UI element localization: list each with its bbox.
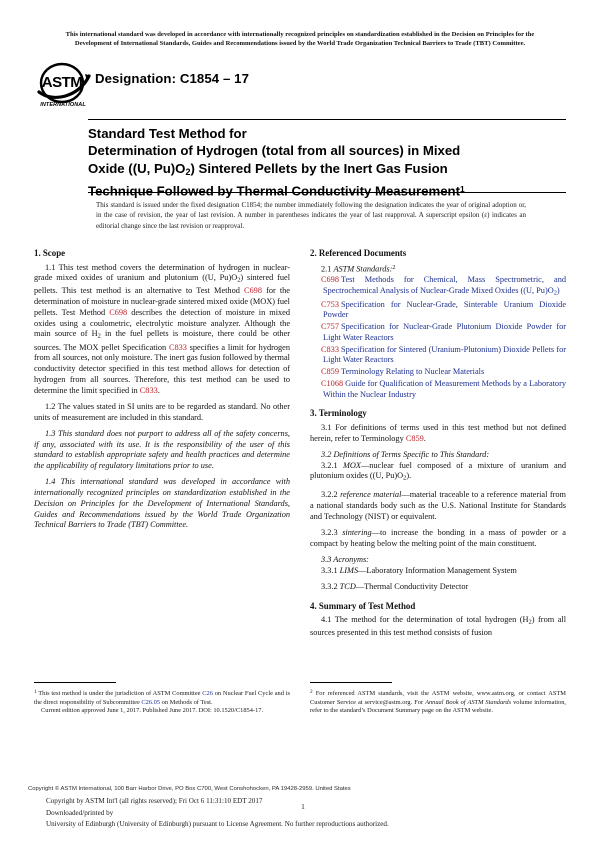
ref-link-c833-a[interactable]: C833	[168, 342, 187, 352]
paragraph-1-2: 1.2 The values stated in SI units are to be regarded as standard. No other units of measurement are included in this standard.	[34, 401, 290, 422]
paragraph-1-1: 1.1 This test method covers the determination of hydrogen in nuclear-grade mixed oxides of uranium and plutonium ((U, $Pu)O_2$) sintered fuel pellets. This test method is an alternative to Test Method C698 for the determination of moisture in nuclear-grade sintered mixed oxide (MOX) fuel pellets. Test Method C698 describes the detection of moisture in mixed oxides using a coulometric, electrolytic moisture analyzer. Although the main source of $H_2$ in the fuel pellets is moisture, there could be other sources. The MOX pellet Specification C833 specifies a limit for hydrogen from all sources, not only moisture. The inert gas fusion followed by thermal conductivity detector specified in this test method allows for detection of hydrogen from all sources. Therefore, this test method can be used to determine the limit specified in C833.	[34, 262, 291, 395]
paragraph-3-2-3: 3.2.3 sintering—to increase the bonding in a mass of powder or a compact by heating below the melting point of the main constituent.	[310, 527, 566, 548]
committee-link-c26[interactable]: C26	[202, 690, 213, 698]
section-heading-summary: 4. Summary of Test Method	[310, 600, 416, 611]
standard-issuance-note	[96, 200, 526, 231]
paragraph-1-3: 1.3 This standard does not purport to address all of the safety concerns, if any, associated with its use. It is the responsibility of the user of this standard to establish appropriate safety and health practices and determine the applicability of regulatory limitations prior to use.	[34, 428, 290, 471]
footnote-left	[34, 682, 290, 716]
astm-logo-icon	[35, 62, 91, 104]
footnote-rule	[34, 682, 116, 683]
section-heading-referenced-documents: 2. Referenced Documents	[310, 248, 407, 258]
astm-logo-subtitle: INTERNATIONAL	[40, 102, 86, 108]
footnote-1-text: $^1$ This test method is under the jurisdiction of ASTM Committee C26 on Nuclear Fuel Cycle and is the direct responsibility of Subcommittee C26.05 on Methods of Test.	[34, 689, 290, 706]
ref-code[interactable]: C698	[321, 274, 339, 284]
section-heading-scope: 1. Scope	[34, 248, 66, 258]
paragraph-3-2: 3.2 Definitions of Terms Specific to This Standard:	[321, 449, 490, 459]
list-item[interactable]: C859 Terminology Relating to Nuclear Materials	[321, 367, 485, 377]
referenced-documents-list	[310, 275, 566, 401]
list-item[interactable]: C833 Specification for Sintered (Uranium-Plutonium) Dioxide Pellets for Light Water Reactors	[321, 344, 566, 365]
section-heading-terminology: 3. Terminology	[310, 408, 367, 419]
paragraph-1-4: 1.4 This international standard was developed in accordance with internationally recognized principles on standardization established in the Decision on Principles for the Development of International Standards, Guides and Recommendations issued by the World Trade Organization Technical Barriers to Trade (TBT) Committee.	[34, 477, 290, 530]
ref-code[interactable]: C757	[321, 322, 339, 332]
ref-code[interactable]: C753	[321, 299, 339, 309]
list-item[interactable]: C1068 Guide for Qualification of Measurement Methods by a Laboratory Within the Nuclear Industry	[321, 378, 566, 399]
standard-note-text: This standard is issued under the fixed designation C1854; the number immediately following the designation indicates the year of original adoption or, in the case of revision, the year of last revision. A number in parentheses indicates the year of last reapproval. A superscript epsilon (ε) indicates an editorial change since the last revision or reapproval.	[96, 201, 526, 230]
ref-code[interactable]: C833	[321, 344, 339, 354]
wto-banner-line1: This international standard was developed in accordance with internationally recognized principles on standardization established in the Decision on Principles for the	[65, 31, 535, 38]
footnote-right	[310, 682, 566, 716]
title-line-3: Oxide ((U, $Pu)O_2$) Sintered Pellets by the Inert Gas Fusion	[88, 160, 448, 177]
list-item[interactable]: C753 Specification for Nuclear-Grade, Sinterable Uranium Dioxide Powder	[321, 299, 566, 320]
svg-text:ASTM: ASTM	[41, 74, 83, 91]
title-rule-bottom	[88, 192, 566, 193]
license-line-1: Copyright by ASTM Int'l (all rights reserved); Fri Oct 6 11:31:10 EDT 2017	[46, 797, 263, 805]
license-line-3: University of Edinburgh (University of Edinburgh) pursuant to License Agreement. No further reproductions authorized.	[46, 820, 389, 829]
paragraph-3-3: 3.3 Acronyms:	[321, 554, 369, 564]
ref-link-c698-b[interactable]: C698	[109, 307, 128, 317]
ref-link-c859[interactable]: C859	[405, 433, 424, 443]
wto-banner	[34, 30, 566, 49]
ref-code[interactable]: C859	[321, 367, 339, 377]
designation-label: Designation: C1854 – 17	[95, 71, 250, 86]
title-line-4: Technique Followed by Thermal Conductivity Measurement$^1$	[88, 183, 465, 199]
left-column	[34, 248, 290, 532]
subheading-astm-standards: 2.1 ASTM Standards:$^2$	[321, 264, 396, 274]
subcommittee-link-c2605[interactable]: C26.05	[141, 698, 161, 706]
wto-banner-line2: Development of International Standards, Guides and Recommendations issued by the World Trade Organization Technical Barriers to Trade (TBT) Committee.	[74, 40, 526, 48]
ref-link-c833-b[interactable]: C833	[139, 385, 158, 395]
paragraph-3-3-1: 3.3.1 LIMS—Laboratory Information Management System	[321, 565, 517, 575]
paragraph-3-2-2: 3.2.2 reference material—material traceable to a reference material from a national standards body such as the U.S. National Institute for Standards and Technology (NIST) or equivalent.	[310, 490, 566, 521]
footnote-rule	[310, 682, 392, 683]
title-line-1: Standard Test Method for	[88, 126, 247, 141]
astm-logo	[35, 62, 91, 114]
paragraph-3-3-2: 3.3.2 TCD—Thermal Conductivity Detector	[321, 581, 469, 591]
page-number: 1	[301, 802, 305, 811]
list-item[interactable]: C698 Test Methods for Chemical, Mass Spectrometric, and Spectrochemical Analysis of Nuclear-Grade Mixed Oxides ((U, $Pu)O_2$)	[321, 274, 566, 296]
footnote-2-text: $^2$ For referenced ASTM standards, visit the ASTM website, www.astm.org, or contact ASTM Customer Service at service@astm.org. For Annual Book of ASTM Standards volume information, refer to the standard’s Document Summary page on the ASTM website.	[310, 689, 567, 715]
license-line-2: Downloaded/printed by	[46, 808, 114, 817]
paragraph-3-1: 3.1 For definitions of terms used in this test method but not defined herein, refer to Terminology C859.	[310, 422, 566, 443]
copyright-notice: Copyright © ASTM International, 100 Barr Harbor Drive, PO Box C700, West Conshohocken, PA 19428-2959. United States	[28, 786, 351, 792]
paragraph-3-2-1: 3.2.1 MOX—nuclear fuel composed of a mixture of uranium and plutonium oxides ((U, $Pu)O_2$).	[310, 460, 566, 482]
title-rule-top	[88, 119, 566, 120]
title-line-2: Determination of Hydrogen (total from all sources) in Mixed	[88, 143, 461, 159]
ref-code[interactable]: C1068	[321, 378, 344, 388]
page-title	[88, 125, 566, 200]
paragraph-4-1: 4.1 The method for the determination of total hydrogen $(H_2)$ from all sources presented in this test method consists of fusion	[310, 615, 567, 638]
ref-link-c698-a[interactable]: C698	[243, 286, 262, 296]
right-column	[310, 248, 566, 640]
footnote-1-edition: Current edition approved June 1, 2017. Published June 2017. DOI: 10.1520/C1854-17.	[41, 707, 264, 715]
list-item[interactable]: C757 Specification for Nuclear-Grade Plutonium Dioxide Powder for Light Water Reactors	[321, 322, 566, 342]
